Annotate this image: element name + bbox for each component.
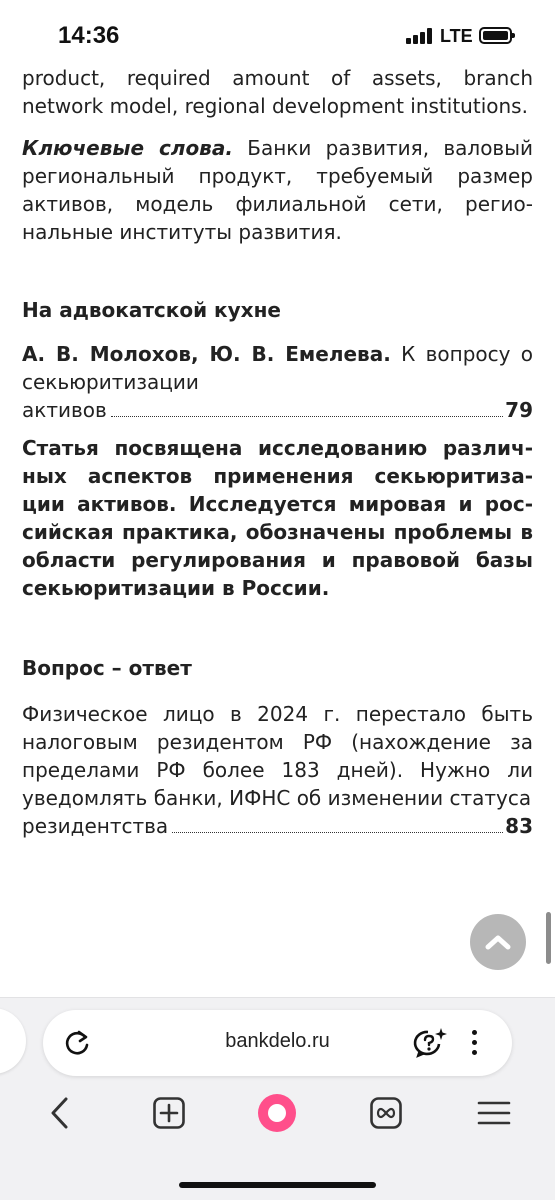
scrollbar[interactable] <box>546 912 551 964</box>
toc-entry-2[interactable]: Физическое лицо в 2024 г. перестало быть налоговым резидентом РФ (нахождение за пределами РФ более 183 дней). Нужно ли уведомлять банки, ИФНС об изменении статуса <box>22 702 533 810</box>
toc-title-end: активов <box>22 398 107 422</box>
keywords-label: Ключевые слова. <box>22 136 233 160</box>
more-vertical-icon[interactable] <box>469 1028 479 1058</box>
section-summary-1: Статья посвящена исследованию различ-ных аспектов применения секьюритиза-ции активов. Исследуется мировая и рос-сийская практика, обозначены проблемы в области регулирования и правовой базы секьюритизации в России. <box>22 436 533 600</box>
alice-button[interactable] <box>254 1090 300 1136</box>
toc-leader <box>111 415 503 417</box>
toc-leader <box>172 831 503 833</box>
toc-page-number: 83 <box>505 814 533 838</box>
status-bar <box>0 0 555 62</box>
battery-icon <box>479 27 512 44</box>
section-heading-2: Вопрос – ответ <box>22 656 192 680</box>
menu-icon <box>477 1100 511 1126</box>
tabs-icon <box>369 1096 403 1130</box>
toc-authors: А. В. Молохов, Ю. В. Емелева. <box>22 342 391 366</box>
navigation-bar <box>0 1090 555 1150</box>
previous-tab-pill[interactable] <box>0 1008 26 1074</box>
home-indicator[interactable] <box>179 1182 376 1188</box>
signal-icon <box>406 28 434 44</box>
address-bar[interactable] <box>43 1010 512 1076</box>
status-time: 14:36 <box>58 22 120 49</box>
new-tab-button[interactable] <box>146 1090 192 1136</box>
browser-toolbar <box>0 997 555 1200</box>
url-text[interactable]: bankdelo.ru <box>225 1030 330 1052</box>
toc-page-number: 79 <box>505 398 533 422</box>
network-type: LTE <box>440 26 473 46</box>
scroll-to-top-button[interactable] <box>470 914 526 970</box>
toc-line-1[interactable] <box>22 396 533 424</box>
article-content <box>22 62 533 840</box>
abstract-en-tail: product, required amount of assets, branch network model, regional development institutions. <box>22 66 533 118</box>
keywords-text: Банки развития, валовый региональный продукт, требуемый размер активов, модель филиальной сети, регио-нальные институты развития. <box>22 136 533 244</box>
chevron-up-icon <box>484 933 512 951</box>
alice-icon <box>257 1093 297 1133</box>
toc-line-2[interactable] <box>22 812 533 840</box>
menu-button[interactable] <box>471 1090 517 1136</box>
toc-entry-1[interactable] <box>22 340 533 396</box>
keywords-paragraph <box>22 134 533 246</box>
section-heading-1: На адвокатской кухне <box>22 298 281 322</box>
ai-assistant-icon[interactable] <box>413 1026 449 1060</box>
toc-title-start: К вопросу о секьюритизации <box>22 342 533 394</box>
back-button[interactable] <box>37 1090 83 1136</box>
back-icon <box>49 1096 71 1130</box>
tabs-button[interactable] <box>363 1090 409 1136</box>
new-tab-icon <box>152 1096 186 1130</box>
toc-text-end: резидентства <box>22 814 169 838</box>
